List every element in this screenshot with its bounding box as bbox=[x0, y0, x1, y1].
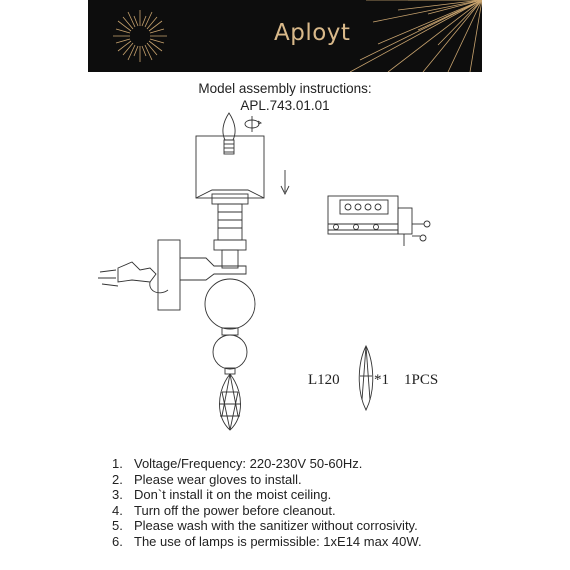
model-number: APL.743.01.01 bbox=[240, 98, 330, 113]
list-item: 5. Please wash with the sanitizer without corrosivity. bbox=[112, 518, 418, 534]
list-item: 1. Voltage/Frequency: 220-230V 50-60Hz. bbox=[112, 456, 363, 471]
pendant-length: L120 bbox=[308, 372, 340, 388]
rotate-icon bbox=[245, 116, 261, 132]
pendant-multiplier: *1 bbox=[374, 372, 389, 388]
list-item: 4. Turn off the power before cleanout. bbox=[112, 502, 336, 518]
bulb-icon bbox=[223, 113, 235, 154]
crystal-pendant bbox=[220, 374, 241, 430]
pendant-quantity: 1PCS bbox=[404, 372, 439, 388]
wall-plate bbox=[158, 240, 180, 310]
instruction-list bbox=[112, 456, 422, 550]
wiring-diagram bbox=[328, 196, 430, 246]
crystal-pendant-icon bbox=[359, 346, 373, 410]
small-glass-ball bbox=[213, 335, 247, 369]
brand-name: Aployt bbox=[274, 20, 351, 46]
arrow-down-icon bbox=[281, 170, 289, 194]
list-item: 3. Don`t install it on the moist ceiling. bbox=[112, 487, 332, 503]
large-glass-ball bbox=[205, 279, 255, 329]
list-item: 2. Please wear gloves to install. bbox=[112, 471, 302, 487]
list-item: 6. The use of lamps is permissible: 1xE14 max 40W. bbox=[112, 533, 422, 549]
lamp-shade bbox=[196, 136, 264, 198]
title-line-1: Model assembly instructions: bbox=[198, 81, 372, 96]
